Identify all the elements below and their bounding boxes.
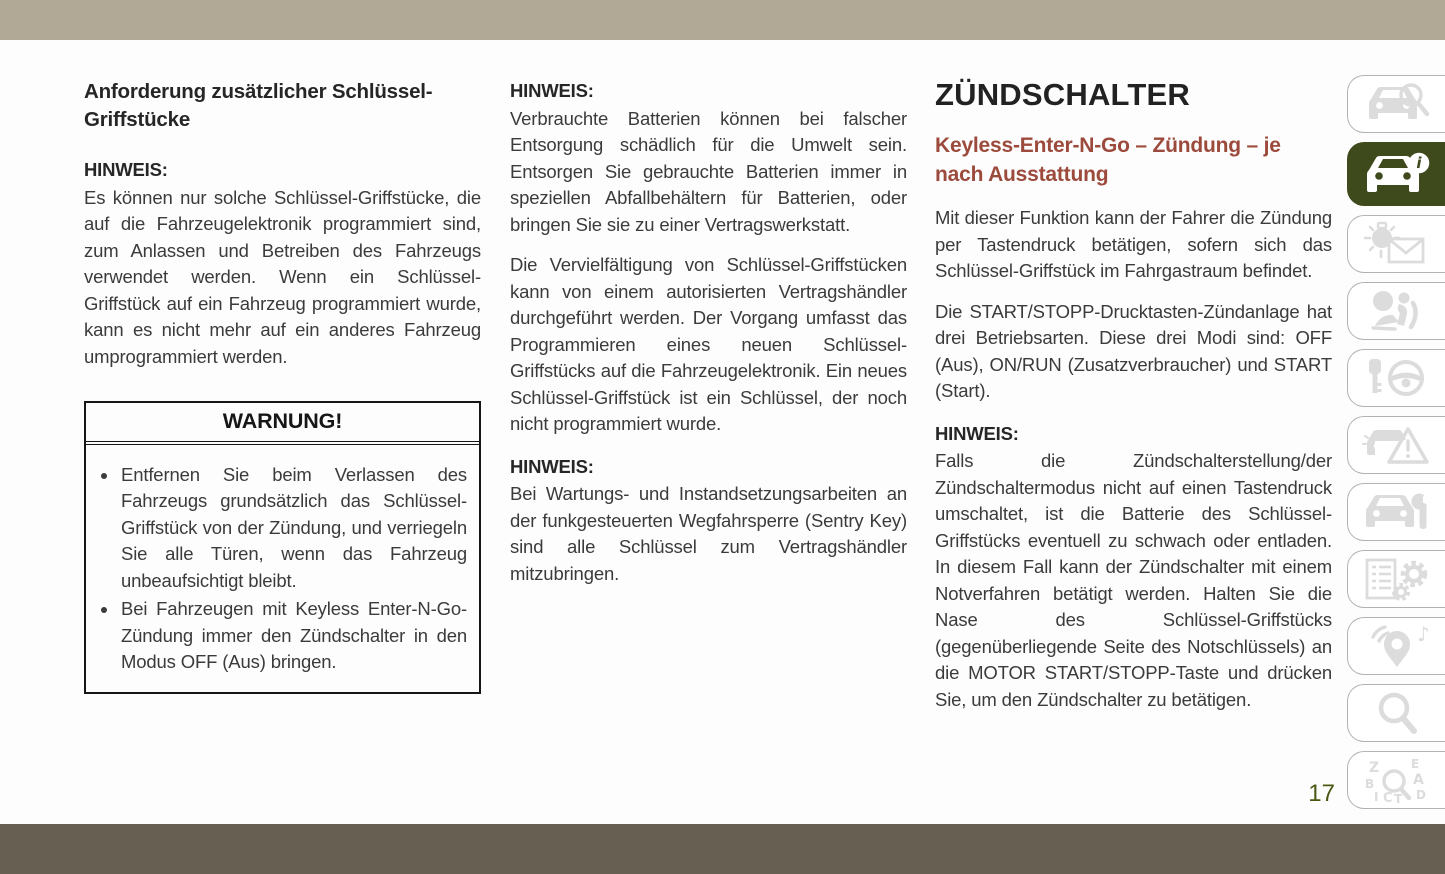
sidebar-tab-maintenance[interactable] xyxy=(1347,483,1445,541)
hinweis-text: Verbrauchte Batterien können bei falscher Entsorgung schädlich für die Umwelt sein. Entsorgen Sie gebrauchte Batterien immer in speziellen Abfallbehältern für Batterien, oder bringen Sie sie zu einer Vertragswerkstatt. xyxy=(510,107,907,235)
list-gears-icon xyxy=(1361,556,1433,602)
warning-title: WARNUNG! xyxy=(86,403,479,445)
hinweis-text: Es können nur solche Schlüssel-Griffstücke, die auf die Fahrzeugelektronik programmiert sind, zum Anlassen und Betreiben des Fahrzeugs verwendet werden. Wenn ein Schlüssel-Griffstück auf ein Fahrzeug programmiert wurde, kann es nicht mehr auf ein anderes Fahrzeug umprogrammiert werden. xyxy=(84,186,481,367)
svg-text:C: C xyxy=(1382,791,1393,803)
hinweis-text: Falls die Zündschalterstellung/der Zündschaltermodus nicht auf einen Tastendruck umschaltet, ist die Batterie des Schlüssel-Griffstücks eventuell zu schwach oder entladen. In diesem Fall kann der Zündschalter mit einem Notverfahren betätigt werden. Halten Sie die Nase des Schlüssel-Griffstücks (gegenüberliegende Seite des Notschlüssels) an die MOTOR START/STOPP-Taste und drücken Sie, um den Zündschalter zu betätigen. xyxy=(935,450,1332,710)
car-wrench-icon xyxy=(1361,489,1433,535)
search-icon xyxy=(1361,690,1433,736)
hinweis-label: HINWEIS: xyxy=(510,455,594,477)
hinweis-label: HINWEIS: xyxy=(84,159,168,180)
sidebar-tab-starting-operating[interactable] xyxy=(1347,349,1445,407)
svg-text:i: i xyxy=(1415,154,1422,172)
column-right xyxy=(935,78,1332,713)
bottom-bar xyxy=(0,824,1445,874)
warning-bullet: • Bei Fahrzeugen mit Keyless Enter-N-Go-Zündung immer den Zündschalter in den Modus OFF (Aus) bringen. xyxy=(119,596,467,676)
key-steering-wheel-icon xyxy=(1361,355,1433,401)
svg-text:I: I xyxy=(1373,790,1378,803)
top-bar xyxy=(0,0,1445,40)
column-left xyxy=(84,78,481,694)
page-number: 17 xyxy=(1308,780,1335,807)
hinweis-label: HINWEIS: xyxy=(510,80,594,101)
index-letters-icon xyxy=(1361,757,1433,803)
svg-text:T: T xyxy=(1393,792,1402,803)
sidebar-tabs xyxy=(1347,75,1445,818)
warning-bullet: • Entfernen Sie beim Verlassen des Fahrzeugs grundsätzlich das Schlüssel-Griffstück von der Zündung, und verriegeln Sie alle Türen, wenn das Fahrzeug unbeaufsichtigt bleibt. xyxy=(119,462,467,595)
airbag-safety-icon xyxy=(1361,288,1433,334)
svg-text:B: B xyxy=(1364,777,1374,791)
sidebar-tab-search[interactable] xyxy=(1347,684,1445,742)
svg-text:♪: ♪ xyxy=(1416,623,1430,646)
sidebar-tab-multimedia[interactable] xyxy=(1347,617,1445,675)
warning-bullet-list xyxy=(100,462,467,676)
sidebar-tab-before-starting[interactable] xyxy=(1347,215,1445,273)
svg-text:D: D xyxy=(1415,788,1426,802)
paragraph: Mit dieser Funktion kann der Fahrer die Zündung per Tastendruck betätigen, sofern sich das Schlüssel-Griffstück im Fahrgastraum befindet. xyxy=(935,207,1332,281)
car-warning-triangle-icon xyxy=(1361,422,1433,468)
sidebar-tab-emergencies[interactable] xyxy=(1347,416,1445,474)
chapter-title: ZÜNDSCHALTER xyxy=(935,77,1190,112)
car-search-icon xyxy=(1361,81,1433,127)
car-info-icon xyxy=(1361,151,1433,197)
sidebar-tab-technical-data[interactable] xyxy=(1347,550,1445,608)
svg-text:E: E xyxy=(1410,757,1419,771)
column-middle xyxy=(510,78,907,587)
hinweis-text: Bei Wartungs- und Instandsetzungsarbeiten an der funkgesteuerten Wegfahrsperre (Sentry Key) sind alle Schlüssel zum Vertragshändler mitzubringen. xyxy=(510,483,907,584)
multimedia-icon xyxy=(1361,623,1433,669)
sub-heading-red: Keyless-Enter-N-Go – Zündung – je nach Ausstattung xyxy=(935,134,1281,186)
svg-text:Z: Z xyxy=(1368,760,1379,776)
paragraph: Die Vervielfältigung von Schlüssel-Griffstücken kann von einem autorisierten Vertragshändler durchgeführt werden. Der Vorgang umfasst das Programmieren eines neuen Schlüssel-Griffstücks auf die Fahrzeugelektronik. Ein neues Schlüssel-Griffstück ist ein Schlüssel, der noch nicht programmiert wurde. xyxy=(510,254,907,434)
sidebar-tab-safety[interactable] xyxy=(1347,282,1445,340)
bulb-envelope-icon xyxy=(1361,221,1433,267)
paragraph: Die START/STOPP-Drucktasten-Zündanlage hat drei Betriebsarten. Diese drei Modi sind: OFF (Aus), ON/RUN (Zusatzverbraucher) und START (Start). xyxy=(935,300,1332,401)
sidebar-tab-overview[interactable] xyxy=(1347,75,1445,133)
hinweis-label: HINWEIS: xyxy=(935,422,1019,444)
section-heading: Anforderung zusätzlicher Schlüssel-Griffstücke xyxy=(84,80,433,131)
warning-box xyxy=(84,401,481,694)
sidebar-tab-index[interactable] xyxy=(1347,751,1445,809)
svg-text:A: A xyxy=(1412,772,1424,788)
sidebar-tab-vehicle-info[interactable] xyxy=(1347,142,1445,206)
